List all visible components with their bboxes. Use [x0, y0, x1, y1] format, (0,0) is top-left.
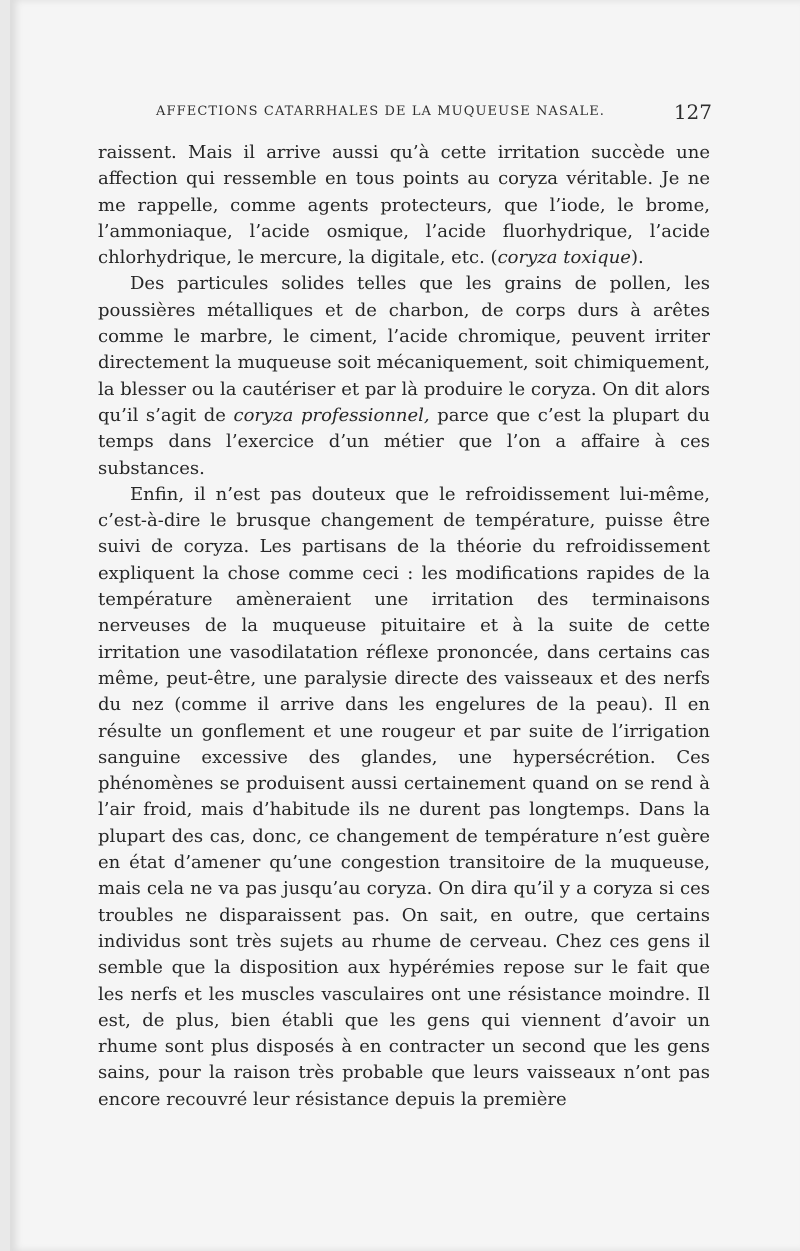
- paragraph: [98, 482, 710, 1113]
- italic-term: coryza professionnel,: [233, 404, 430, 426]
- book-page: [10, 0, 800, 1251]
- body-text: [98, 140, 710, 1113]
- paragraph-text: Des particules solides telles que les grains de pollen, les poussières métalliques et de charbon, de corps durs à arêtes comme le marbre, le ciment, l’acide chromique, peuvent irriter directement la muqueuse soit mécaniquement, soit chimiquement, la blesser ou la cautériser et par là produire le coryza. On dit alors qu’il s’agit de: [98, 273, 710, 426]
- page-number: 127: [673, 100, 712, 124]
- running-head: [156, 100, 716, 124]
- paragraph-text: ).: [630, 247, 644, 269]
- paragraph-text: parce que c’est la plupart du temps dans l’exercice d’un métier que l’on a affaire à ces substances.: [98, 404, 710, 479]
- italic-term: coryza toxique: [497, 247, 631, 269]
- paragraph-continuation: [98, 140, 710, 271]
- running-title: AFFECTIONS CATARRHALES DE LA MUQUEUSE NASALE.: [156, 104, 606, 119]
- paragraph-text: Enfin, il n’est pas douteux que le refroidissement lui-même, c’est-à-dire le brusque changement de température, puisse être suivi de coryza. Les partisans de la théorie du refroidissement expliquent la chose comme ceci : les modifications rapides de la température amèneraient une irritation des terminaisons nerveuses de la muqueuse pituitaire et à la suite de cette irritation une vasodilatation réflexe prononcée, dans certains cas même, peut-être, une paralysie directe des vaisseaux et des nerfs du nez (comme il arrive dans les engelures de la peau). Il en résulte un gonflement et une rougeur et par suite de l’irrigation sanguine excessive des glandes, une hypersécrétion. Ces phénomènes se produisent aussi certainement quand on se rend à l’air froid, mais d’habitude ils ne durent pas longtemps. Dans la plupart des cas, donc, ce changement de température n’est guère en état d’amener qu’une congestion transitoire de la muqueuse, mais cela ne va pas jusqu’au coryza. On dira qu’il y a coryza si ces troubles ne disparaissent pas. On sait, en outre, que certains individus sont très sujets au rhume de cerveau. Chez ces gens il semble que la disposition aux hypérémies repose sur le fait que les nerfs et les muscles vasculaires ont une résistance moindre. Il est, de plus, bien établi que les gens qui viennent d’avoir un rhume sont plus disposés à en contracter un second que les gens sains, pour la raison très probable que leurs vaisseaux n’ont pas encore recouvré leur résistance depuis la première: [98, 483, 710, 1110]
- paragraph: [98, 271, 710, 481]
- paragraph-text: raissent. Mais il arrive aussi qu’à cette irritation succède une affection qui ressemble en tous points au coryza véritable. Je ne me rappelle, comme agents protecteurs, que l’iode, le brome, l’ammoniaque, l’acide osmique, l’acide fluorhydrique, l’acide chlorhydrique, le mercure, la digitale, etc. (: [98, 142, 710, 269]
